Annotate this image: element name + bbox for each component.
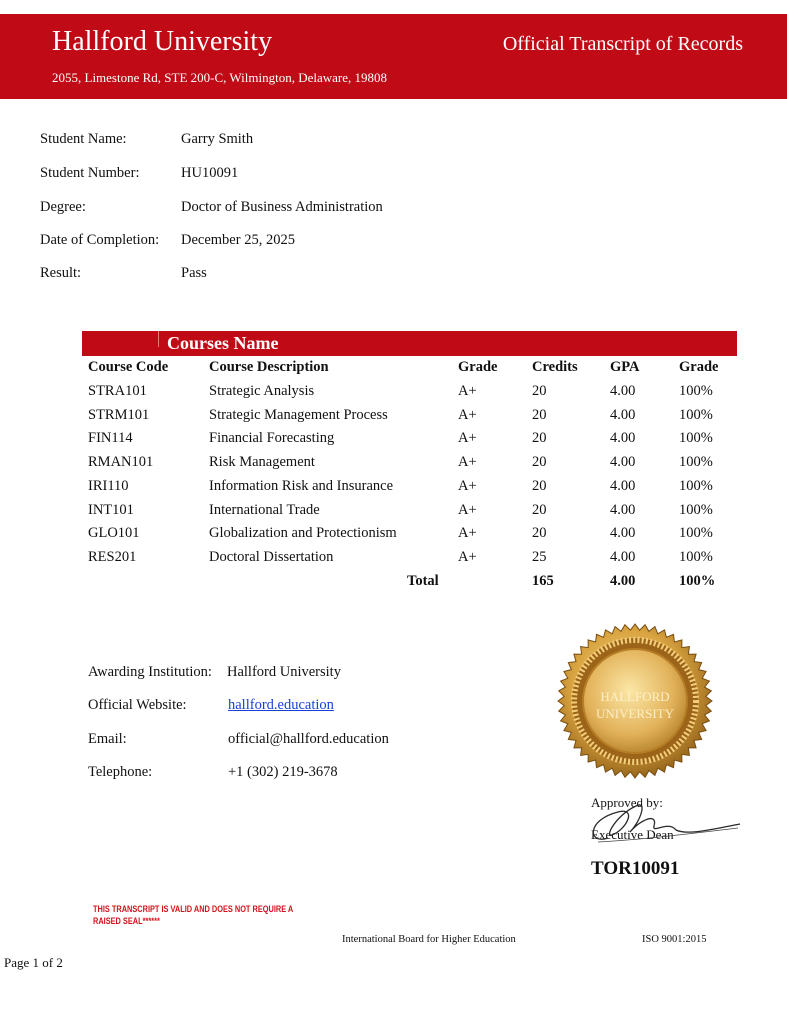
course-gpa-cell: 4.00 <box>610 501 636 518</box>
course-credits-cell: 20 <box>532 383 547 399</box>
website-label: Official Website: <box>88 697 187 713</box>
completion-label: Date of Completion: <box>40 232 160 248</box>
course-description-cell: Financial Forecasting <box>209 430 335 447</box>
course-gpa-cell: 4.00 <box>610 548 636 565</box>
transcript-reference: TOR10091 <box>591 858 680 879</box>
course-percent-cell: 100% <box>679 548 713 565</box>
course-credits-cell: 25 <box>532 548 547 565</box>
course-description-cell: International Trade <box>209 501 320 518</box>
course-gpa-cell: 4.00 <box>610 406 636 423</box>
transcript-header <box>0 14 787 99</box>
course-gpa-cell: 4.00 <box>610 477 636 494</box>
course-percent-cell: 100% <box>679 477 713 494</box>
total-grade: 100% <box>679 572 716 589</box>
approved-by-label: Approved by: <box>591 795 663 810</box>
course-credits-cell: 20 <box>532 477 547 494</box>
header-grade: Grade <box>458 359 498 375</box>
total-label: Total <box>407 572 439 589</box>
course-gpa-cell: 4.00 <box>610 525 636 542</box>
result-label: Result: <box>40 265 82 281</box>
course-percent-cell: 100% <box>679 383 713 399</box>
course-credits-cell: 20 <box>532 525 547 542</box>
course-code-cell: RES201 <box>88 548 137 565</box>
email-label: Email: <box>88 731 127 747</box>
student-name-value: Garry Smith <box>181 131 254 147</box>
completion-value: December 25, 2025 <box>181 232 295 248</box>
course-description-cell: Strategic Management Process <box>209 406 388 423</box>
transcript-title: Official Transcript of Records <box>502 33 743 55</box>
course-percent-cell: 100% <box>679 501 713 518</box>
course-grade-cell: A+ <box>458 548 477 565</box>
page-number: Page 1 of 2 <box>4 955 63 970</box>
course-code-cell: INT101 <box>88 501 134 518</box>
course-percent-cell: 100% <box>679 430 713 447</box>
course-credits-cell: 20 <box>532 501 547 518</box>
course-description-cell: Doctoral Dissertation <box>209 548 334 565</box>
course-code-cell: GLO101 <box>88 525 140 542</box>
course-description-cell: Globalization and Protectionism <box>209 525 397 542</box>
total-gpa: 4.00 <box>610 572 636 589</box>
telephone-label: Telephone: <box>88 764 153 780</box>
accreditation-board: International Board for Higher Education <box>342 934 516 945</box>
degree-value: Doctor of Business Administration <box>181 199 383 215</box>
course-grade-cell: A+ <box>458 501 477 518</box>
email-value: official@hallford.education <box>228 731 389 747</box>
course-code-cell: STRM101 <box>88 406 150 423</box>
institution-value: Hallford University <box>227 664 341 680</box>
course-code-cell: FIN114 <box>88 430 133 447</box>
course-credits-cell: 20 <box>532 454 547 471</box>
student-name-label: Student Name: <box>40 131 127 147</box>
course-credits-cell: 20 <box>532 430 547 447</box>
course-code-cell: IRI110 <box>88 477 129 494</box>
course-percent-cell: 100% <box>679 525 713 542</box>
student-number-value: HU10091 <box>181 165 239 181</box>
seal-text-line1: HALLFORD <box>600 689 670 704</box>
header-gpa: GPA <box>610 359 640 375</box>
telephone-value: +1 (302) 219-3678 <box>228 764 338 780</box>
degree-label: Degree: <box>40 199 86 215</box>
course-percent-cell: 100% <box>679 454 713 471</box>
course-grade-cell: A+ <box>458 454 477 471</box>
student-number-label: Student Number: <box>40 165 140 181</box>
course-gpa-cell: 4.00 <box>610 454 636 471</box>
course-grade-cell: A+ <box>458 383 477 399</box>
university-address: 2055, Limestone Rd, STE 200-C, Wilmington, Delaware, 19808 <box>52 70 388 85</box>
signature-icon <box>578 790 743 855</box>
seal-text-line2: UNIVERSITY <box>596 706 674 721</box>
course-gpa-cell: 4.00 <box>610 430 636 447</box>
course-description-cell: Strategic Analysis <box>209 383 315 399</box>
institution-label: Awarding Institution: <box>88 664 212 680</box>
university-name: Hallford University <box>52 26 273 57</box>
gold-seal-icon <box>557 623 713 779</box>
course-code-cell: RMAN101 <box>88 454 154 471</box>
course-grade-cell: A+ <box>458 525 477 542</box>
iso-certification: ISO 9001:2015 <box>642 934 707 945</box>
header-credits: Credits <box>532 359 578 375</box>
website-link[interactable]: hallford.education <box>228 697 334 713</box>
header-percent: Grade <box>679 359 719 375</box>
course-description-cell: Risk Management <box>209 454 315 471</box>
signatory-title: Executive Dean <box>591 827 674 842</box>
course-gpa-cell: 4.00 <box>610 383 636 399</box>
courses-section-title: Courses Name <box>167 333 279 353</box>
section-divider <box>158 331 159 347</box>
header-description: Course Description <box>209 359 329 375</box>
course-grade-cell: A+ <box>458 430 477 447</box>
header-code: Course Code <box>88 359 169 375</box>
course-grade-cell: A+ <box>458 406 477 423</box>
result-value: Pass <box>181 265 207 281</box>
course-credits-cell: 20 <box>532 406 547 423</box>
course-percent-cell: 100% <box>679 406 713 423</box>
validity-warning: THIS TRANSCRIPT IS VALID AND DOES NOT REQUIRE A RAISED SEAL****** <box>93 904 293 926</box>
course-description-cell: Information Risk and Insurance <box>209 477 394 494</box>
course-code-cell: STRA101 <box>88 383 147 399</box>
course-grade-cell: A+ <box>458 477 477 494</box>
total-credits: 165 <box>532 572 554 589</box>
